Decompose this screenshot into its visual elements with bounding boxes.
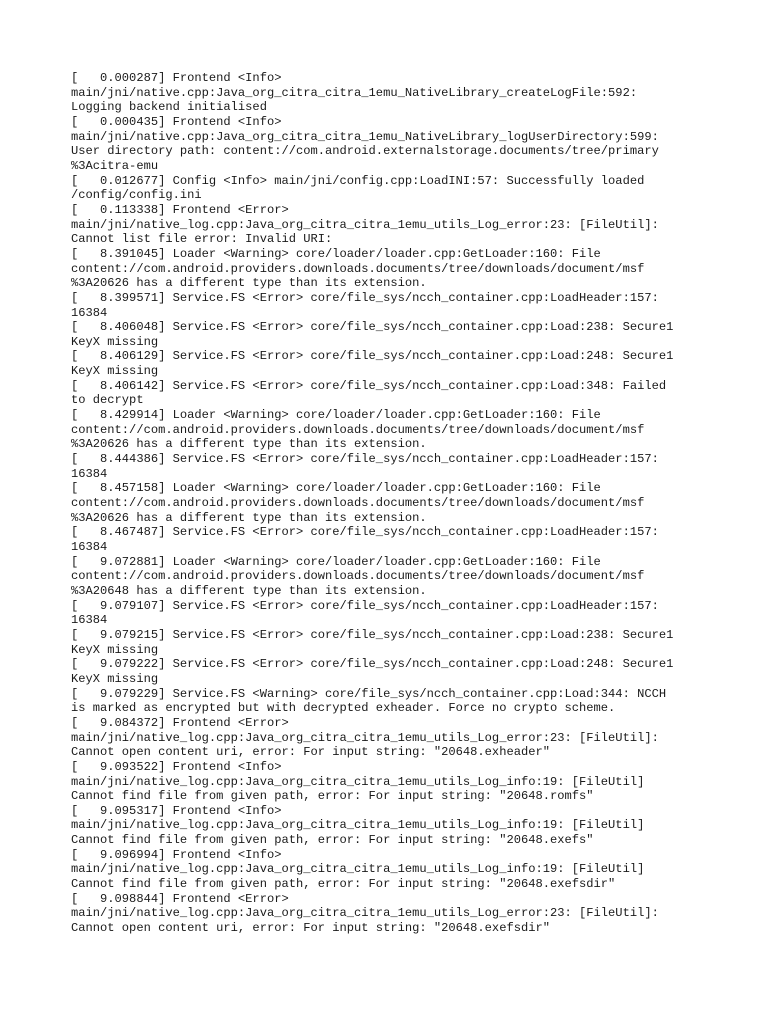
log-line: content://com.android.providers.downloads.documents/tree/downloads/document/msf — [71, 261, 645, 276]
log-line: KeyX missing — [71, 364, 159, 379]
log-line: main/jni/native.cpp:Java_org_citra_citra_1emu_NativeLibrary_createLogFile:592: — [71, 85, 638, 100]
log-line: content://com.android.providers.downloads.documents/tree/downloads/document/msf — [71, 569, 645, 584]
log-line: %3A20648 has a different type than its extension. — [71, 583, 427, 598]
log-line: [ 8.391045] Loader <Warning> core/loader/loader.cpp:GetLoader:160: File — [71, 246, 601, 261]
log-line: %3A20626 has a different type than its extension. — [71, 276, 427, 291]
log-line: [ 0.012677] Config <Info> main/jni/config.cpp:LoadINI:57: Successfully loaded — [71, 173, 645, 188]
log-line: [ 9.084372] Frontend <Error> — [71, 715, 289, 730]
log-line: %3A20626 has a different type than its extension. — [71, 510, 427, 525]
log-line: [ 0.113338] Frontend <Error> — [71, 202, 289, 217]
log-line: Cannot open content uri, error: For input string: "20648.exheader" — [71, 745, 550, 760]
log-line: [ 8.406129] Service.FS <Error> core/file_sys/ncch_container.cpp:Load:248: Secure1 — [71, 349, 674, 364]
log-line: Cannot find file from given path, error: For input string: "20648.romfs" — [71, 789, 594, 804]
log-line: [ 9.098844] Frontend <Error> — [71, 891, 289, 906]
log-line: main/jni/native_log.cpp:Java_org_citra_citra_1emu_utils_Log_error:23: [FileUtil]: — [71, 730, 659, 745]
log-line: [ 9.096994] Frontend <Info> — [71, 847, 282, 862]
log-line: main/jni/native_log.cpp:Java_org_citra_citra_1emu_utils_Log_info:19: [FileUtil] — [71, 774, 645, 789]
log-line: [ 9.093522] Frontend <Info> — [71, 759, 282, 774]
log-line: main/jni/native_log.cpp:Java_org_citra_citra_1emu_utils_Log_info:19: [FileUtil] — [71, 818, 645, 833]
log-line: [ 8.406048] Service.FS <Error> core/file_sys/ncch_container.cpp:Load:238: Secure1 — [71, 320, 674, 335]
log-line: main/jni/native.cpp:Java_org_citra_citra_1emu_NativeLibrary_logUserDirectory:599: — [71, 129, 659, 144]
log-line: 16384 — [71, 305, 108, 320]
log-line: [ 0.000435] Frontend <Info> — [71, 114, 282, 129]
log-line: [ 8.399571] Service.FS <Error> core/file_sys/ncch_container.cpp:LoadHeader:157: — [71, 290, 659, 305]
log-text — [71, 71, 711, 936]
log-line: 16384 — [71, 540, 108, 554]
log-line: [ 8.429914] Loader <Warning> core/loader/loader.cpp:GetLoader:160: File — [71, 408, 601, 423]
log-line: [ 9.079229] Service.FS <Warning> core/file_sys/ncch_container.cpp:Load:344: NCCH — [71, 686, 667, 701]
log-line: [ 9.079107] Service.FS <Error> core/file_sys/ncch_container.cpp:LoadHeader:157: — [71, 598, 659, 613]
log-line: [ 9.095317] Frontend <Info> — [71, 803, 282, 818]
log-line: %3A20626 has a different type than its extension. — [71, 437, 427, 452]
log-line: 16384 — [71, 613, 108, 628]
log-line: KeyX missing — [71, 642, 159, 657]
log-line: main/jni/native_log.cpp:Java_org_citra_citra_1emu_utils_Log_info:19: [FileUtil] — [71, 862, 645, 877]
log-line: main/jni/native_log.cpp:Java_org_citra_citra_1emu_utils_Log_error:23: [FileUtil]: — [71, 217, 659, 232]
log-line: [ 9.072881] Loader <Warning> core/loader/loader.cpp:GetLoader:160: File — [71, 554, 601, 569]
log-line: Cannot open content uri, error: For input string: "20648.exefsdir" — [71, 921, 550, 936]
log-line: KeyX missing — [71, 334, 159, 349]
log-line: [ 8.444386] Service.FS <Error> core/file_sys/ncch_container.cpp:LoadHeader:157: — [71, 452, 659, 467]
log-line: [ 8.457158] Loader <Warning> core/loader/loader.cpp:GetLoader:160: File — [71, 481, 601, 496]
log-line: Cannot find file from given path, error: For input string: "20648.exefs" — [71, 833, 594, 848]
log-line: Cannot list file error: Invalid URI: — [71, 232, 333, 247]
log-line: [ 0.000287] Frontend <Info> — [71, 71, 282, 85]
log-line: User directory path: content://com.android.externalstorage.documents/tree/primary — [71, 144, 659, 159]
log-line: [ 9.079215] Service.FS <Error> core/file_sys/ncch_container.cpp:Load:238: Secure1 — [71, 627, 674, 642]
log-line: 16384 — [71, 466, 108, 481]
log-line: Logging backend initialised — [71, 100, 267, 115]
log-line: [ 9.079222] Service.FS <Error> core/file_sys/ncch_container.cpp:Load:248: Secure1 — [71, 657, 674, 672]
log-line: KeyX missing — [71, 671, 159, 686]
log-line: [ 8.467487] Service.FS <Error> core/file_sys/ncch_container.cpp:LoadHeader:157: — [71, 525, 659, 540]
log-line: /config/config.ini — [71, 188, 202, 203]
log-line: main/jni/native_log.cpp:Java_org_citra_citra_1emu_utils_Log_error:23: [FileUtil]: — [71, 906, 659, 921]
log-line: %3Acitra-emu — [71, 158, 159, 173]
log-line: [ 8.406142] Service.FS <Error> core/file_sys/ncch_container.cpp:Load:348: Failed — [71, 378, 667, 393]
log-line: to decrypt — [71, 393, 144, 408]
log-line: is marked as encrypted but with decrypted exheader. Force no crypto scheme. — [71, 701, 616, 716]
log-line: content://com.android.providers.downloads.documents/tree/downloads/document/msf — [71, 496, 645, 511]
log-line: Cannot find file from given path, error: For input string: "20648.exefsdir" — [71, 877, 616, 892]
log-line: content://com.android.providers.downloads.documents/tree/downloads/document/msf — [71, 422, 645, 437]
